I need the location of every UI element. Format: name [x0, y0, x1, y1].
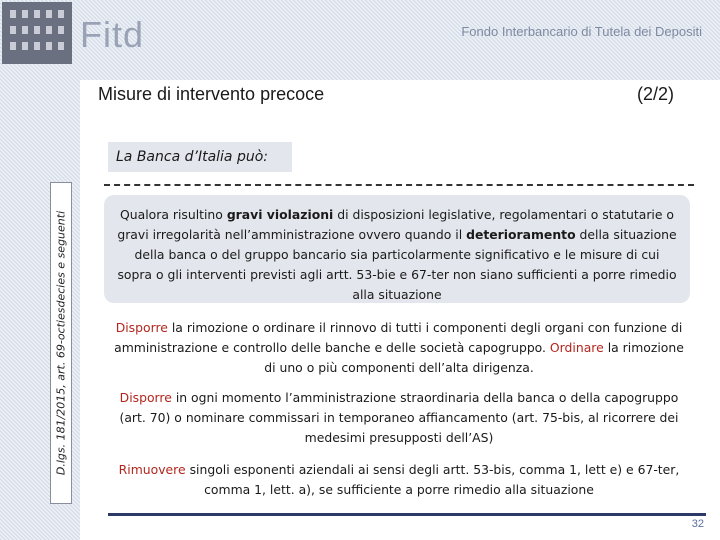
- fitd-logo: Fitd: [80, 14, 145, 55]
- keyword-disporre-1: Disporre: [115, 320, 168, 335]
- organization-name: Fondo Interbancario di Tutela dei Depositi: [461, 24, 702, 39]
- condition-bold-2: deterioramento: [466, 227, 576, 242]
- dashed-divider: [104, 184, 694, 186]
- measure-2-text: in ogni momento l’amministrazione straordinaria della banca o della capogruppo (art. 70) o nominare commissari in temporaneo affiancamento (art. 75-bis, al ricorrere dei medesimi presupposti dell’AS): [119, 390, 679, 445]
- legal-reference-text: D.lgs. 181/2015, art. 69-octiesdecies e seguenti: [54, 210, 68, 476]
- lead-label: La Banca d’Italia può:: [108, 142, 292, 172]
- condition-text-3: della situazione della banca o del gruppo bancario sia particolarmente significativo e le misure di cui sopra o gli interventi previsti agli artt. 53-bie e 67-ter non siano sufficienti a porre rimedio alla situazione: [117, 227, 677, 302]
- condition-text-1: Qualora risultino: [120, 207, 227, 222]
- slide-title: Misure di intervento precoce: [98, 84, 325, 104]
- condition-box: [104, 195, 690, 303]
- measure-3-text: singoli esponenti aziendali ai sensi degli artt. 53-bis, comma 1, lett e) e 67-ter, comma 1, lett. a), se sufficiente a porre rimedio alla situazione: [185, 462, 680, 497]
- legal-reference-label: [50, 182, 72, 504]
- slide-number: 32: [691, 518, 704, 530]
- slide-counter: (2/2): [636, 84, 674, 104]
- measure-paragraph-3: [112, 460, 686, 500]
- keyword-rimuovere: Rimuovere: [118, 462, 186, 477]
- building-photo: [2, 2, 72, 64]
- keyword-disporre-2: Disporre: [119, 390, 172, 405]
- keyword-ordinare: Ordinare: [549, 340, 604, 355]
- condition-text-2: di disposizioni legislative, regolamentari o statutarie o gravi irregolarità nell’amministrazione ovvero quando il: [117, 207, 674, 242]
- measure-paragraph-1: [112, 318, 686, 378]
- measure-1-text-2: la rimozione di uno o più componenti dell’alta dirigenza.: [264, 340, 684, 375]
- condition-bold-1: gravi violazioni: [226, 207, 334, 222]
- measure-1-text-1: la rimozione o ordinare il rinnovo di tutti i componenti degli organi con funzione di amministrazione e controllo delle banche e delle società capogruppo.: [114, 320, 683, 355]
- footer-rule: [108, 513, 706, 516]
- measure-paragraph-2: [112, 388, 686, 448]
